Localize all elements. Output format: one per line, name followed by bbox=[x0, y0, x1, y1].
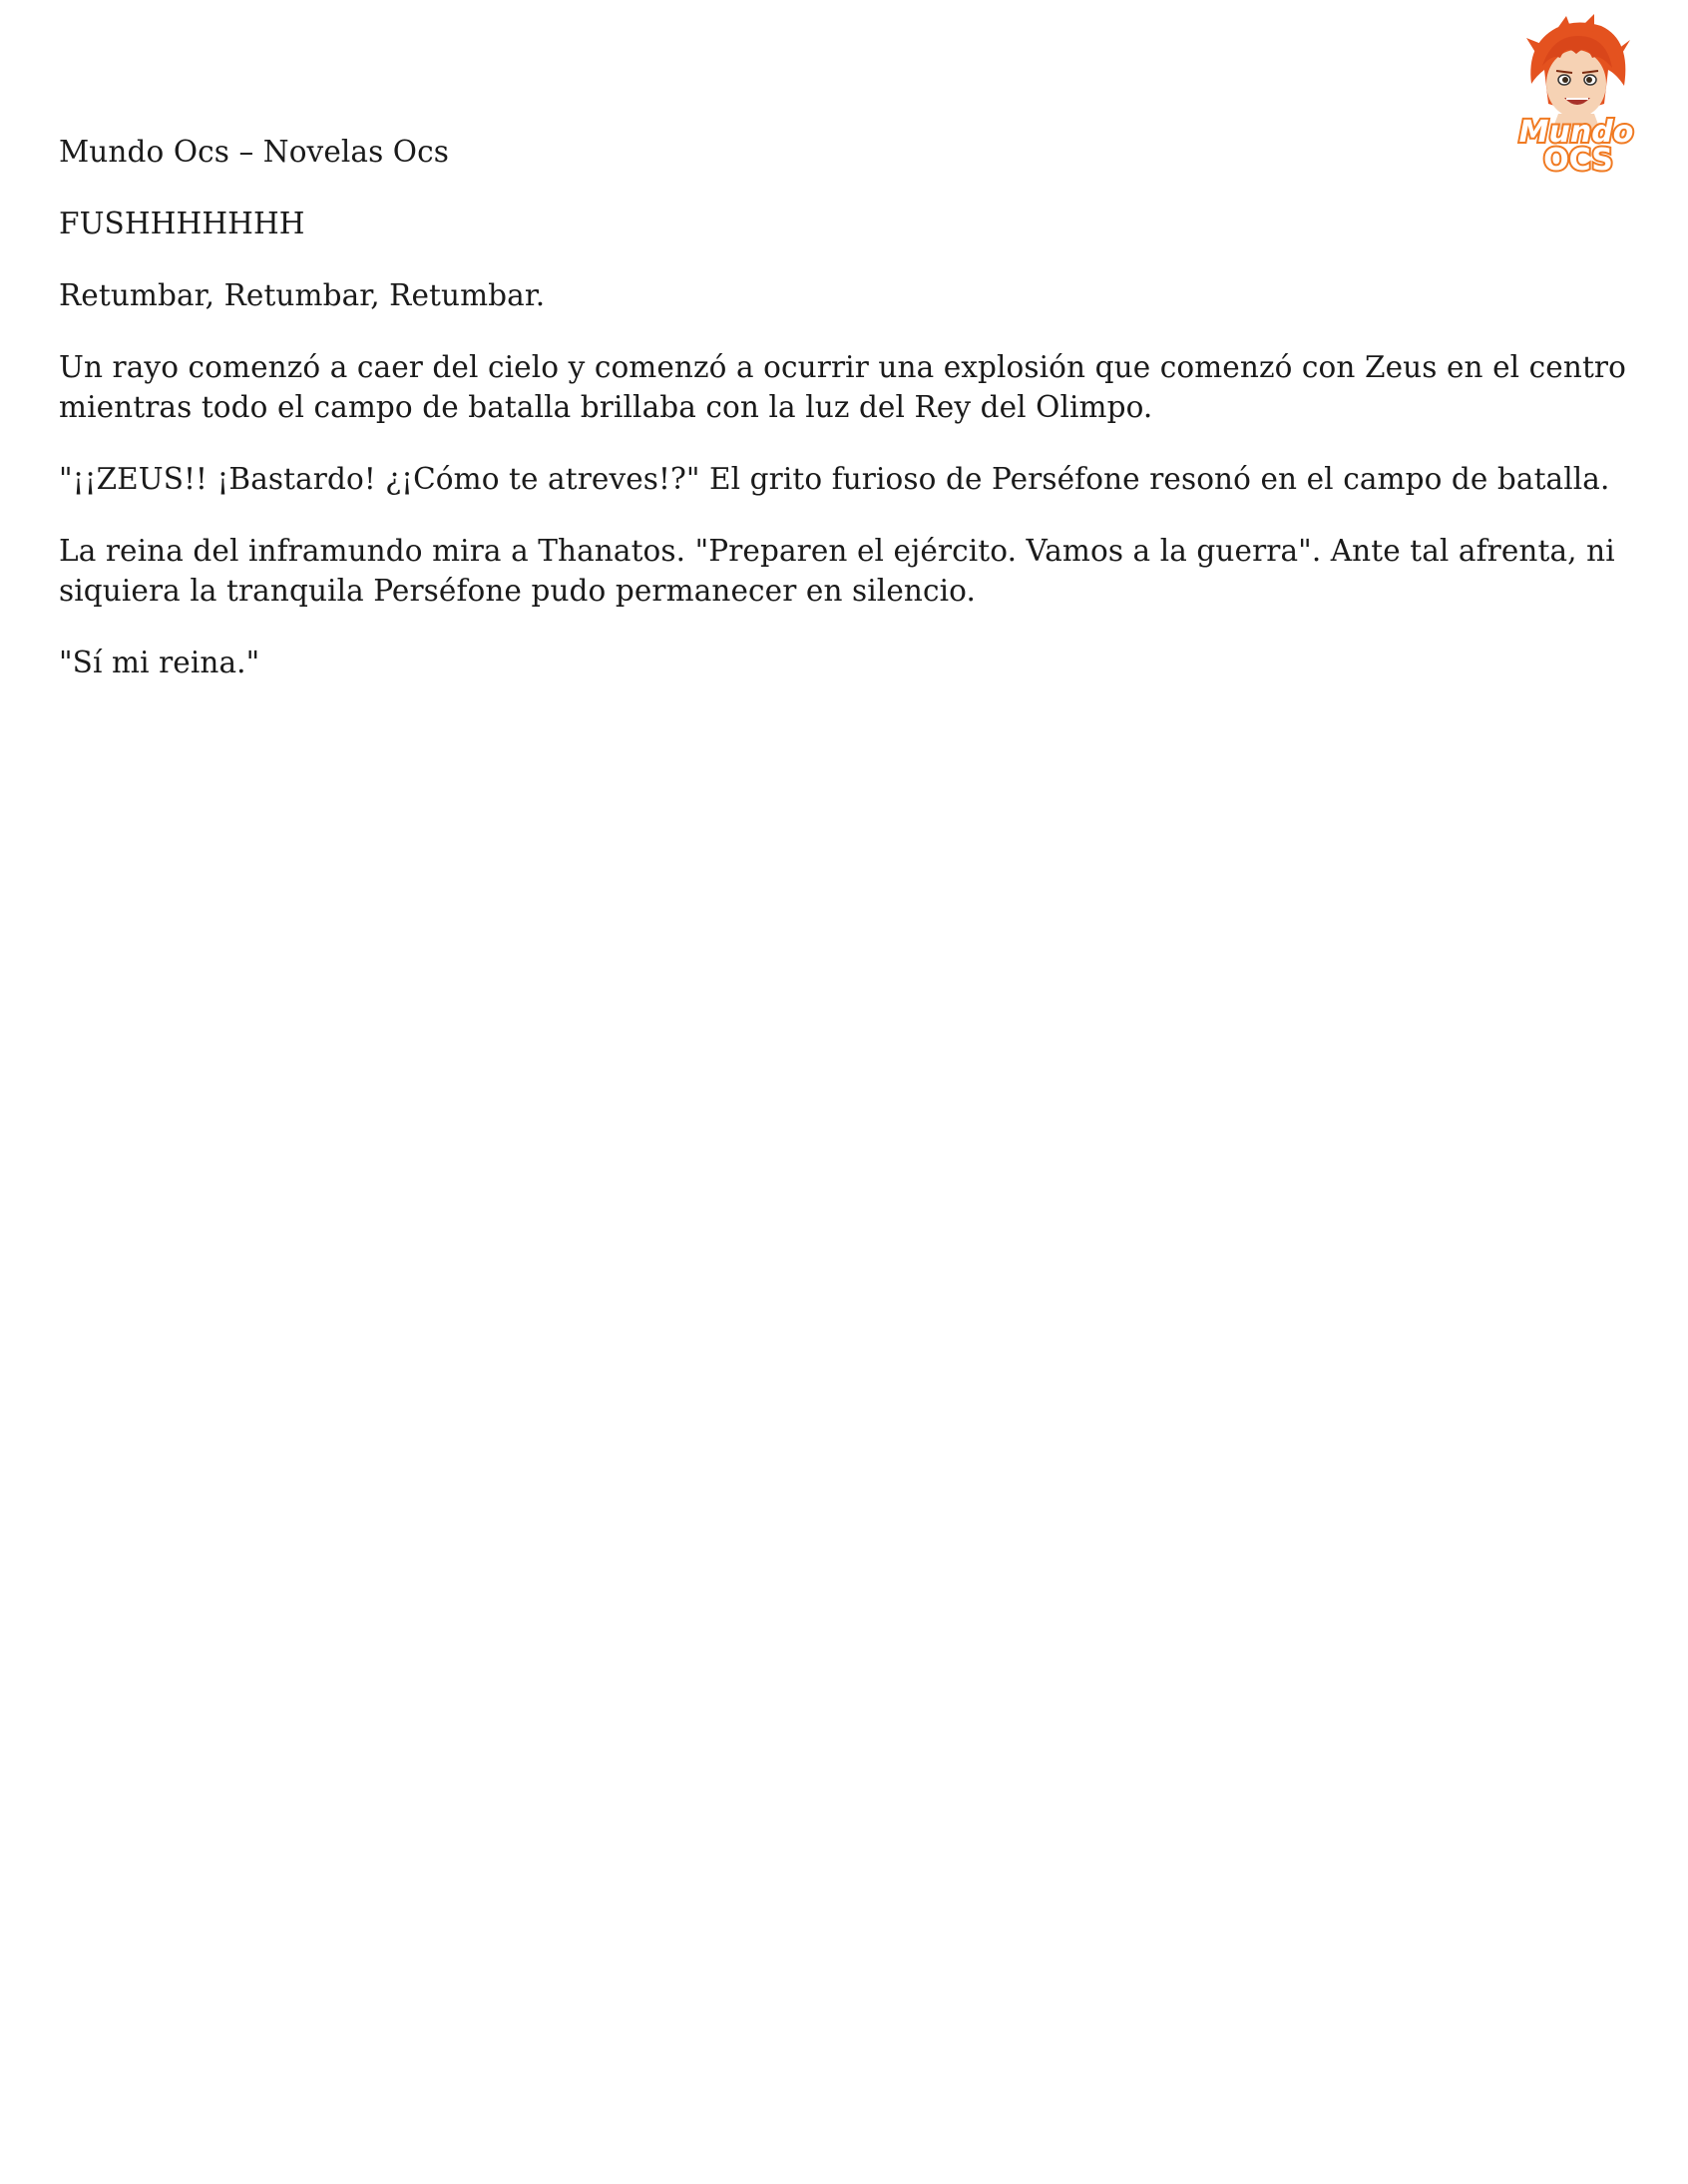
logo-text-ocs: OCS bbox=[1543, 143, 1613, 174]
paragraph-5: La reina del inframundo mira a Thanatos. "Preparen el ejército. Vamos a la guerra". Ante tal afrenta, ni siquiera la tranquila Perséfone pudo permanecer en silencio. bbox=[59, 534, 1615, 608]
paragraph-4: "¡¡ZEUS!! ¡Bastardo! ¿¡Cómo te atreves!?" El grito furioso de Perséfone resonó en el campo de batalla. bbox=[59, 462, 1610, 496]
document-body bbox=[59, 132, 1635, 714]
paragraph-2: Retumbar, Retumbar, Retumbar. bbox=[59, 278, 546, 312]
paragraph-1: FUSHHHHHHH bbox=[59, 207, 305, 240]
paragraph-6: "Sí mi reina." bbox=[59, 646, 260, 679]
document-header: Mundo Ocs – Novelas Ocs bbox=[59, 135, 449, 169]
paragraph-3: Un rayo comenzó a caer del cielo y comenzó a ocurrir una explosión que comenzó con Zeus en el centro mientras todo el campo de batalla brillaba con la luz del Rey del Olimpo. bbox=[59, 350, 1626, 424]
logo-text-mundo: Mundo bbox=[1518, 115, 1634, 150]
